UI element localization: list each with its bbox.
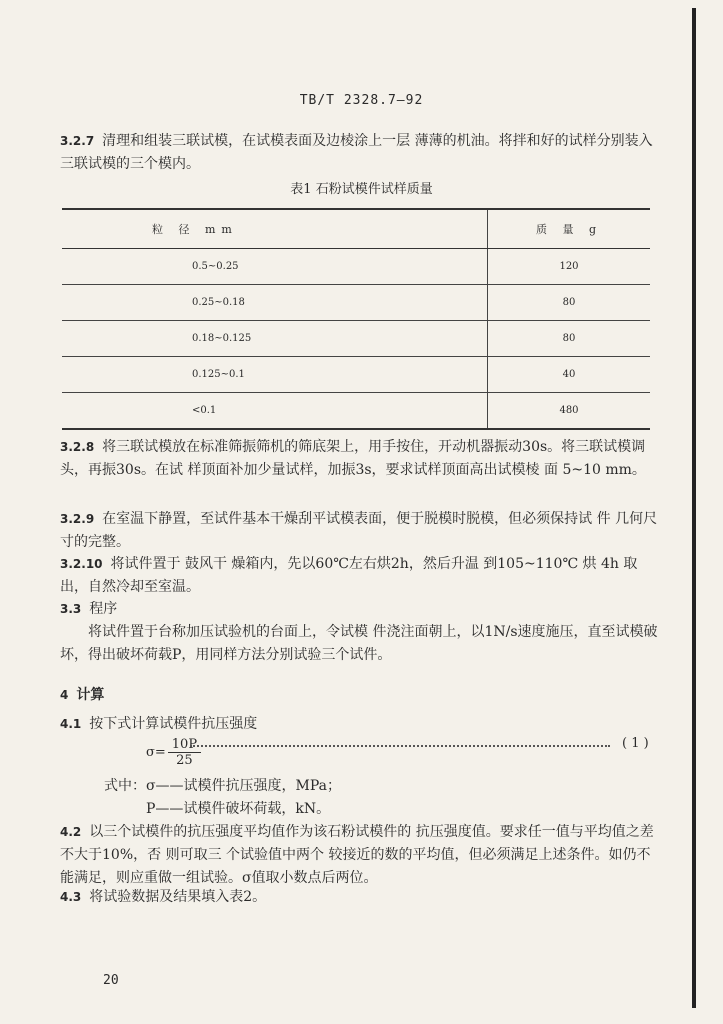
equation-number: ( 1 ) <box>622 736 649 751</box>
where-line-2: P——试模件破坏荷载，kN。 <box>146 801 331 817</box>
section-number: 3.2.9 <box>60 512 95 526</box>
section-4-2 <box>60 821 660 890</box>
cell-size: <0.1 <box>62 393 488 430</box>
cell-size: 0.18~0.125 <box>62 321 488 357</box>
section-title: 计算 <box>76 687 105 703</box>
cell-mass: 80 <box>488 285 651 321</box>
section-text: 将三联试模放在标准筛振筛机的筛底架上，用手按住，开动机器振动30s。将三联试模调头，再振30s。在试 样顶面补加少量试样，加振3s，要求试样顶面高出试模棱 面 5~10 mm。 <box>60 439 646 478</box>
cell-mass: 120 <box>488 249 651 285</box>
table-caption: 表1 石粉试模件试样质量 <box>290 182 433 197</box>
section-text: 清理和组装三联试模，在试模表面及边棱涂上一层 薄薄的机油。将拌和好的试样分别装入三联试模的三个模内。 <box>60 133 653 172</box>
cell-mass: 80 <box>488 321 651 357</box>
section-3-2-7 <box>60 130 660 176</box>
section-number: 3.2.8 <box>60 440 95 454</box>
section-3-2-9 <box>60 508 660 554</box>
section-text: 将试件置于 鼓风干 燥箱内，先以60℃左右烘2h，然后升温 到105~110℃ 烘 4h 取出，自然冷却至室温。 <box>60 556 638 595</box>
section-number: 3.2.7 <box>60 134 95 148</box>
page-number: 20 <box>103 973 119 988</box>
section-3-2-10 <box>60 553 660 599</box>
section-3-3-title <box>60 598 660 621</box>
section-text: 将试验数据及结果填入表2。 <box>89 889 267 905</box>
document-header: TB/T 2328.7—92 <box>299 93 424 108</box>
where-line-1: 式中：σ——试模件抗压强度，MPa； <box>104 778 342 794</box>
section-4-heading <box>60 684 660 707</box>
section-text: 以三个试模件的抗压强度平均值作为该石粉试模件的 抗压强度值。要求任一值与平均值之差不大于10%，否 则可取三 个试验值中两个 较接近的数的平均值，但必须满足上述条件。如仍不能满足，则应重做一组试验。σ值取小数点后两位。 <box>60 824 654 886</box>
table-row <box>62 357 650 393</box>
table-row <box>62 393 650 430</box>
table-row <box>62 249 650 285</box>
cell-size: 0.125~0.1 <box>62 357 488 393</box>
section-4-1 <box>60 713 660 736</box>
section-number: 4 <box>60 688 69 702</box>
table-row <box>62 285 650 321</box>
section-4-3 <box>60 886 660 909</box>
section-text: 在室温下静置，至试件基本干燥刮平试模表面，便于脱模时脱模，但必须保持试 件 几何尺寸的完整。 <box>60 511 658 550</box>
section-number: 3.2.10 <box>60 557 103 571</box>
section-number: 4.1 <box>60 717 82 731</box>
section-number: 3.3 <box>60 602 82 616</box>
section-number: 4.3 <box>60 890 82 904</box>
section-number: 4.2 <box>60 825 82 839</box>
cell-size: 0.25~0.18 <box>62 285 488 321</box>
formula-leader-dots <box>190 735 610 747</box>
sample-mass-table <box>62 208 650 430</box>
page-edge-line <box>692 8 696 1008</box>
formula-lhs: σ= <box>146 745 166 760</box>
column-header-mass: 质 量 g <box>488 209 651 249</box>
cell-mass: 40 <box>488 357 651 393</box>
table-row <box>62 321 650 357</box>
section-3-2-8 <box>60 436 660 482</box>
cell-mass: 480 <box>488 393 651 430</box>
section-title: 程序 <box>89 601 118 617</box>
cell-size: 0.5~0.25 <box>62 249 488 285</box>
section-3-3-text: 将试件置于台称加压试验机的台面上，令试模 件浇注面朝上，以1N/s速度施压，直至试模破坏，得出破坏荷载P，用同样方法分别试验三个试件。 <box>60 624 658 663</box>
column-header-size: 粒 径 mm <box>62 209 488 249</box>
formula-numerator: 10P <box>168 737 201 753</box>
formula-denominator: 25 <box>176 753 193 768</box>
section-text: 按下式计算试模件抗压强度 <box>89 716 258 732</box>
